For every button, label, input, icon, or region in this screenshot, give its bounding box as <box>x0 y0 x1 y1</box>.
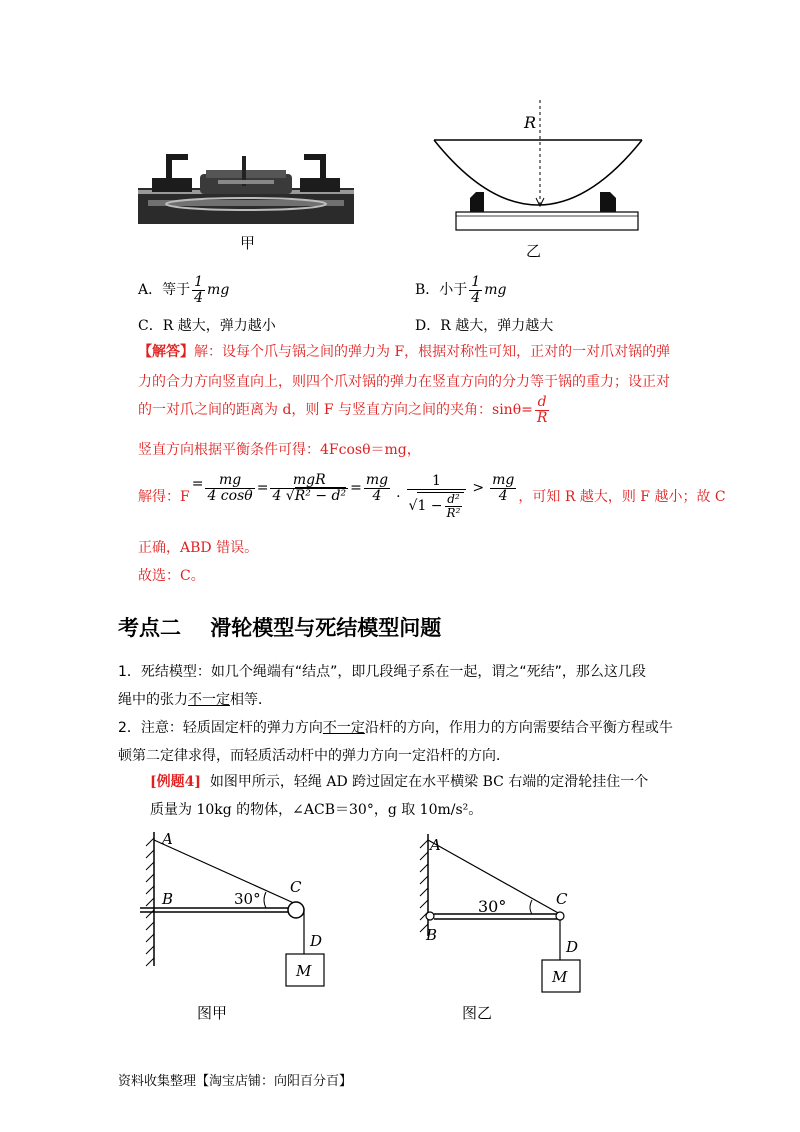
figure-stove-photo <box>138 150 354 224</box>
svg-text:C: C <box>290 878 302 896</box>
solution-equation <box>138 462 726 532</box>
p2-underline: 不一定 <box>322 720 365 736</box>
figure-yi-diagram <box>414 828 610 996</box>
example-line-1 <box>150 772 648 792</box>
svg-text:D: D <box>310 932 323 950</box>
p2-post: 沿杆的方向，作用力的方向需要结合平衡方程或牛 <box>364 720 673 736</box>
equation-frac-2: $\frac{\text{mgR}}{\text{4 √R² − d²}}$ <box>272 471 347 504</box>
p1-pre: 绳中的张力 <box>118 692 188 708</box>
svg-text:A: A <box>430 836 441 854</box>
svg-text:30°: 30° <box>234 890 261 908</box>
example-line-2: 质量为 10kg 的物体，∠ACB＝30°，g 取 10m/s²。 <box>150 802 483 818</box>
option-b-text: B．小于 <box>415 282 468 298</box>
equation-eq-3: = <box>350 480 362 496</box>
solution-line-2: 力的合力方向竖直向上，则四个爪对锅的弹力在竖直方向的分力等于锅的重力；设正对 <box>138 374 670 390</box>
equation-frac-3: $\frac{mg}{4}$ <box>365 471 389 504</box>
footer-text: 资料收集整理【淘宝店铺：向阳百分百】 <box>118 1074 353 1089</box>
option-a-text: A．等于 <box>138 282 191 298</box>
solution-line-7: 故选：C。 <box>138 568 205 584</box>
solution-line-4: 竖直方向根据平衡条件可得：4Fcosθ＝mg， <box>138 442 421 458</box>
equation-prefix: 解得：F <box>138 489 190 505</box>
paragraph-1a: 1．死结模型：如几个绳端有“结点”，即几段绳子系在一起，谓之“死结”，那么这几段 <box>118 664 646 680</box>
section-heading: 考点二 滑轮模型与死结模型问题 <box>118 616 442 640</box>
equation-eq-2: = <box>256 480 269 496</box>
option-b <box>415 272 506 308</box>
svg-text:M: M <box>296 962 312 980</box>
figure-wok-diagram <box>430 100 646 234</box>
equation-frac-1: $\frac{mg}{4 \cos\theta}$ <box>207 471 253 504</box>
svg-text:B: B <box>162 890 174 908</box>
figure-jia-diagram <box>140 826 340 990</box>
equation-frac-5: $\frac{mg}{4}$ <box>492 471 515 504</box>
option-c: C．R 越大，弹力越小 <box>138 318 276 334</box>
figure-caption-yi: 乙 <box>526 242 542 260</box>
svg-text:M: M <box>552 968 568 986</box>
example-text-1: 如图甲所示，轻绳 AD 跨过固定在水平横梁 BC 右端的定滑轮挂住一个 <box>209 774 649 790</box>
solution-line-6: 正确，ABD 错误。 <box>138 540 259 556</box>
option-a-fraction: $\frac{1}{4}$ <box>194 273 204 306</box>
equation-frac-4: 1 √ 1 − $\frac{\text{d²}}{\text{R²}}$ <box>407 474 467 520</box>
sin-fraction: $\frac{d}{R}$ <box>536 393 548 426</box>
equation-gt: > <box>472 480 485 496</box>
option-a-mg: mg <box>207 282 230 298</box>
svg-text:A: A <box>162 830 173 848</box>
solution-line-1 <box>138 342 670 362</box>
example-tag: [例题4] <box>150 774 201 790</box>
p1-post: 相等． <box>230 692 272 708</box>
option-a <box>138 272 229 308</box>
p1-underline: 不一定 <box>188 692 230 708</box>
paragraph-2a <box>118 716 673 740</box>
p2-pre: 2．注意：轻质固定杆的弹力方向 <box>118 720 323 736</box>
figure-caption-tujia: 图甲 <box>197 1004 228 1022</box>
svg-text:B: B <box>426 926 438 944</box>
label-R: R <box>524 113 537 132</box>
paragraph-2b: 顿第二定律求得，而轻质活动杆中的弹力方向一定沿杆的方向． <box>118 748 510 764</box>
solution-line-3 <box>138 392 551 428</box>
equation-dot: · <box>396 489 401 505</box>
figure-caption-jia: 甲 <box>240 234 256 252</box>
equation-tail: ，可知 R 越大，则 F 越小；故 C <box>518 489 726 505</box>
option-d: D．R 越大，弹力越大 <box>415 318 554 334</box>
svg-text:C: C <box>556 890 568 908</box>
svg-text:D: D <box>566 938 579 956</box>
solution-tag: 【解答】 <box>138 344 194 360</box>
option-b-fraction: $\frac{1}{4}$ <box>471 273 481 306</box>
paragraph-1b <box>118 688 272 712</box>
solution-line-1-text: 解：设每个爪与锅之间的弹力为 F，根据对称性可知，正对的一对爪对锅的弹 <box>194 344 671 360</box>
equation-eq-1: = <box>191 476 204 492</box>
svg-text:30°: 30° <box>478 897 507 916</box>
solution-line-3-text: 的一对爪之间的距离为 d，则 F 与竖直方向之间的夹角：sinθ= <box>138 402 533 418</box>
option-b-mg: mg <box>484 282 507 298</box>
figure-caption-tuyi: 图乙 <box>462 1004 493 1022</box>
